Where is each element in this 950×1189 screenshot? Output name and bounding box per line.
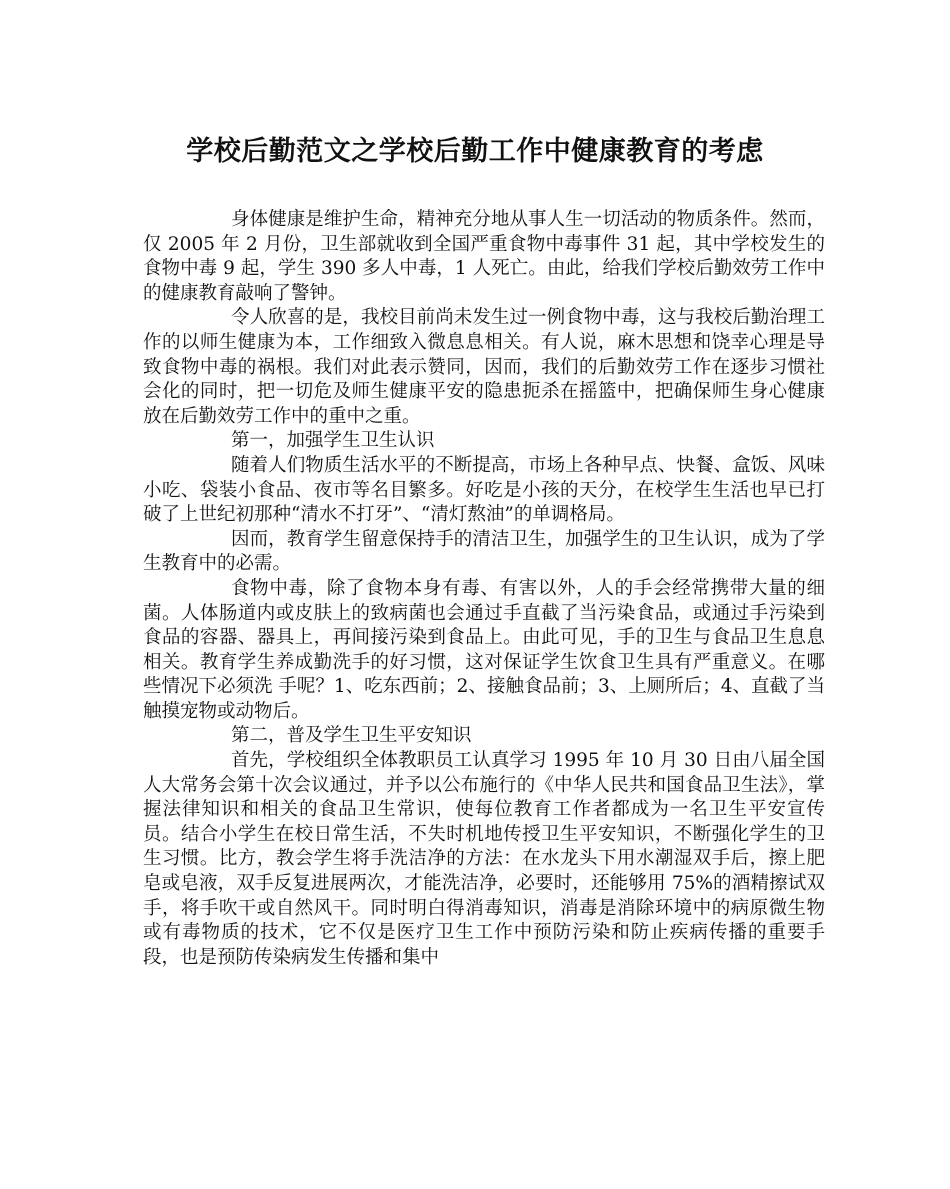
document-body — [143, 208, 825, 970]
paragraph-living-standard: 随着人们物质生活水平的不断提高，市场上各种早点、快餐、盒饭、风味小吃、袋装小食品、夜市等名目繁多。好吃是小孩的天分，在校学生生活也早已打破了上世纪初那种“清水不打牙”、“清灯熬油”的单调格局。 — [143, 454, 825, 526]
document-title: 学校后勤范文之学校后勤工作中健康教育的考虑 — [186, 136, 764, 167]
paragraph-hand-hygiene: 因而，教育学生留意保持手的清洁卫生，加强学生的卫生认识，成为了学生教育中的必需。 — [143, 528, 825, 575]
paragraph-intro: 身体健康是维护生命，精神充分地从事人生一切活动的物质条件。然而，仅 2005 年 2 月份，卫生部就收到全国严重食物中毒事件 31 起，其中学校发生的食物中毒 9 起，学生 390 多人中毒，1 人死亡。由此，给我们学校后勤效劳工作中的健康教育敲响了警钟。 — [143, 209, 825, 304]
section-heading-2: 第二，普及学生卫生平安知识 — [231, 725, 472, 747]
section-heading-1: 第一，加强学生卫生认识 — [231, 430, 435, 452]
paragraph-school-record: 令人欣喜的是，我校目前尚未发生过一例食物中毒，这与我校后勤治理工作的以师生健康为本，工作细致入微息息相关。有人说，麻木思想和饶幸心理是导致食物中毒的祸根。我们对此表示赞同，因而，我们的后勤效劳工作在逐步习惯社会化的同时，把一切危及师生健康平安的隐患扼杀在摇篮中，把确保师生身心健康放在后勤效劳工作中的重中之重。 — [143, 307, 825, 427]
paragraph-food-poisoning: 食物中毒，除了食物本身有毒、有害以外，人的手会经常携带大量的细菌。人体肠道内或皮肤上的致病菌也会通过手直截了当污染食品，或通过手污染到食品的容器、器具上，再间接污染到食品上。由此可见，手的卫生与食品卫生息息相关。教育学生养成勤洗手的好习惯，这对保证学生饮食卫生具有严重意义。在哪些情况下必须洗 手呢？1、吃东西前；2、接触食品前；3、上厕所后；4、直截了当触摸宠物或动物后。 — [143, 577, 825, 722]
paragraph-food-law: 首先，学校组织全体教职员工认真学习 1995 年 10 月 30 日由八届全国人大常务会第十次会议通过，并予以公布施行的《中华人民共和国食品卫生法》，掌握法律知识和相关的食品卫生常识，使每位教育工作者都成为一名卫生平安宣传员。结合小学生在校日常生活，不失时机地传授卫生平安知识，不断强化学生的卫生习惯。比方，教会学生将手洗洁净的方法：在水龙头下用水潮湿双手后，擦上肥皂或皂液，双手反复进展两次，才能洗洁净，必要时，还能够用 75%的酒精擦试双手，将手吹干或自然风干。同时明白得消毒知识，消毒是消除环境中的病原微生物或有毒物质的技术，它不仅是医疗卫生工作中预防污染和防止疾病传播的重要手段，也是预防传染病发生传播和集中 — [143, 750, 825, 968]
